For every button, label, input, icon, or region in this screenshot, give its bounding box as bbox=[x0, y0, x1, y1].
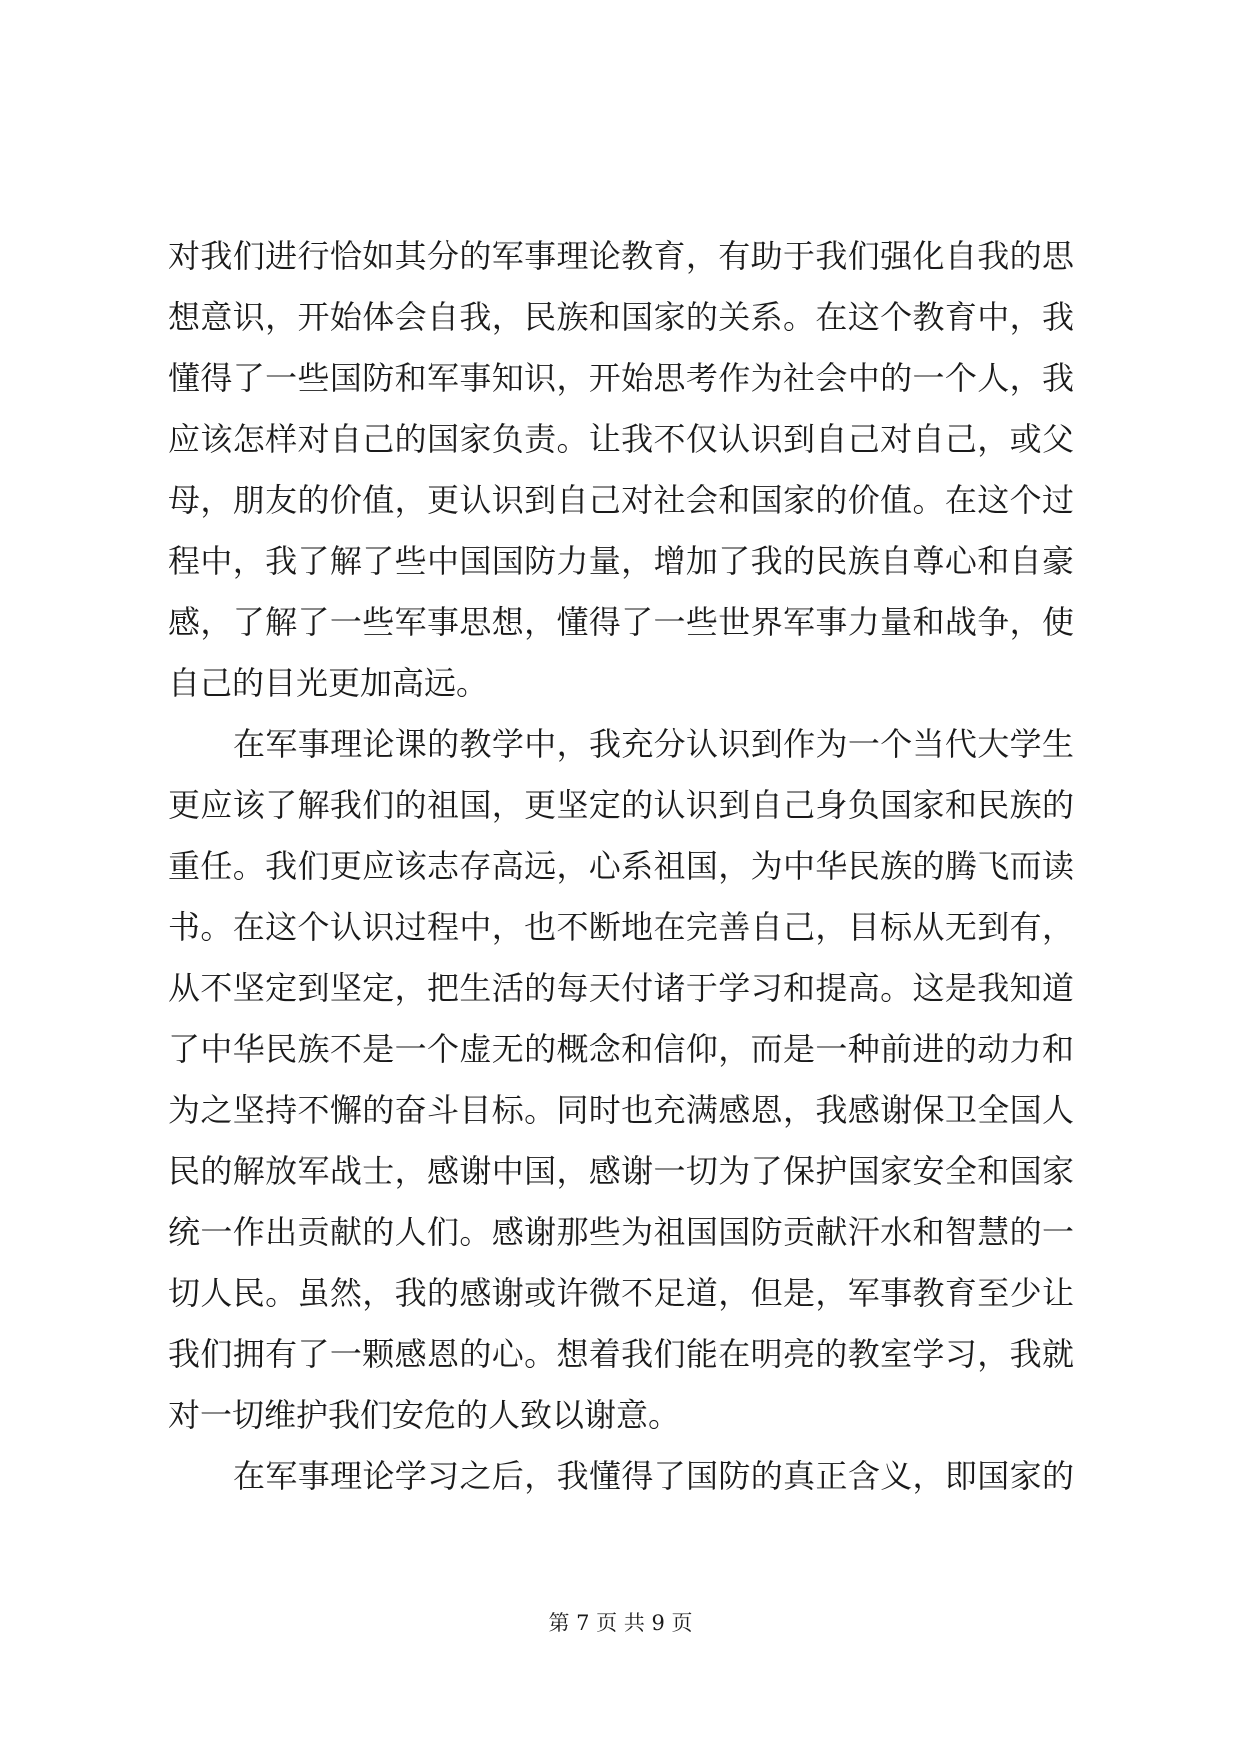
text-line: 民的解放军战士，感谢中国，感谢一切为了保护国家安全和国家 bbox=[168, 1152, 1074, 1190]
text-line: 对一切维护我们安危的人致以谢意。 bbox=[168, 1396, 681, 1434]
text-line-paragraph-start: 在军事理论学习之后，我懂得了国防的真正含义，即国家的 bbox=[233, 1457, 1074, 1495]
text-line: 重任。我们更应该志存高远，心系祖国，为中华民族的腾飞而读 bbox=[168, 847, 1074, 885]
text-line: 感，了解了一些军事思想，懂得了一些世界军事力量和战争，使 bbox=[168, 603, 1074, 641]
text-line: 我们拥有了一颗感恩的心。想着我们能在明亮的教室学习，我就 bbox=[168, 1335, 1074, 1373]
text-line: 更应该了解我们的祖国，更坚定的认识到自己身负国家和民族的 bbox=[168, 786, 1074, 824]
text-line-paragraph-start: 在军事理论课的教学中，我充分认识到作为一个当代大学生 bbox=[233, 725, 1074, 763]
text-line: 了中华民族不是一个虚无的概念和信仰，而是一种前进的动力和 bbox=[168, 1030, 1074, 1068]
text-line: 自己的目光更加高远。 bbox=[168, 664, 489, 702]
text-line: 想意识，开始体会自我，民族和国家的关系。在这个教育中，我 bbox=[168, 298, 1074, 336]
page-number-footer: 第 7 页 共 9 页 bbox=[548, 1611, 693, 1635]
text-line: 从不坚定到坚定，把生活的每天付诸于学习和提高。这是我知道 bbox=[168, 969, 1074, 1007]
text-line: 切人民。虽然，我的感谢或许微不足道，但是，军事教育至少让 bbox=[168, 1274, 1074, 1312]
text-line: 书。在这个认识过程中，也不断地在完善自己，目标从无到有， bbox=[168, 908, 1074, 946]
text-line: 母，朋友的价值，更认识到自己对社会和国家的价值。在这个过 bbox=[168, 481, 1074, 519]
text-line: 对我们进行恰如其分的军事理论教育，有助于我们强化自我的思 bbox=[168, 237, 1074, 275]
text-line: 为之坚持不懈的奋斗目标。同时也充满感恩，我感谢保卫全国人 bbox=[168, 1091, 1074, 1129]
text-line: 统一作出贡献的人们。感谢那些为祖国国防贡献汗水和智慧的一 bbox=[168, 1213, 1074, 1251]
text-line: 程中，我了解了些中国国防力量，增加了我的民族自尊心和自豪 bbox=[168, 542, 1074, 580]
text-line: 应该怎样对自己的国家负责。让我不仅认识到自己对自己，或父 bbox=[168, 420, 1074, 458]
text-line: 懂得了一些国防和军事知识，开始思考作为社会中的一个人，我 bbox=[168, 359, 1074, 397]
